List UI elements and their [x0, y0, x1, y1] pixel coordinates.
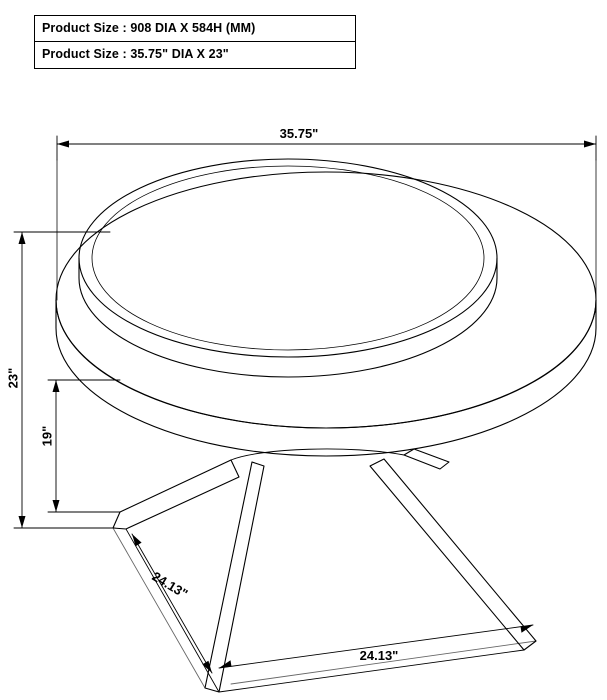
dimension-label-lower-height: 19": [39, 425, 55, 447]
table-base-legs: [113, 449, 536, 692]
dimension-label-top-width: 35.75": [279, 126, 319, 141]
dimension-lower-height: [48, 380, 120, 512]
table-top-inner-disc: [79, 159, 497, 377]
product-size-metric: Product Size : 908 DIA X 584H (MM): [35, 16, 356, 42]
dimension-label-overall-height: 23": [5, 367, 21, 389]
dimension-label-base-front: 24.13": [359, 648, 399, 663]
product-size-imperial: Product Size : 35.75" DIA X 23": [35, 42, 356, 68]
dimension-base-side: [132, 534, 212, 673]
table-top-outer-surface: [56, 172, 596, 456]
dimension-label-base-side: 24.13": [149, 568, 191, 602]
